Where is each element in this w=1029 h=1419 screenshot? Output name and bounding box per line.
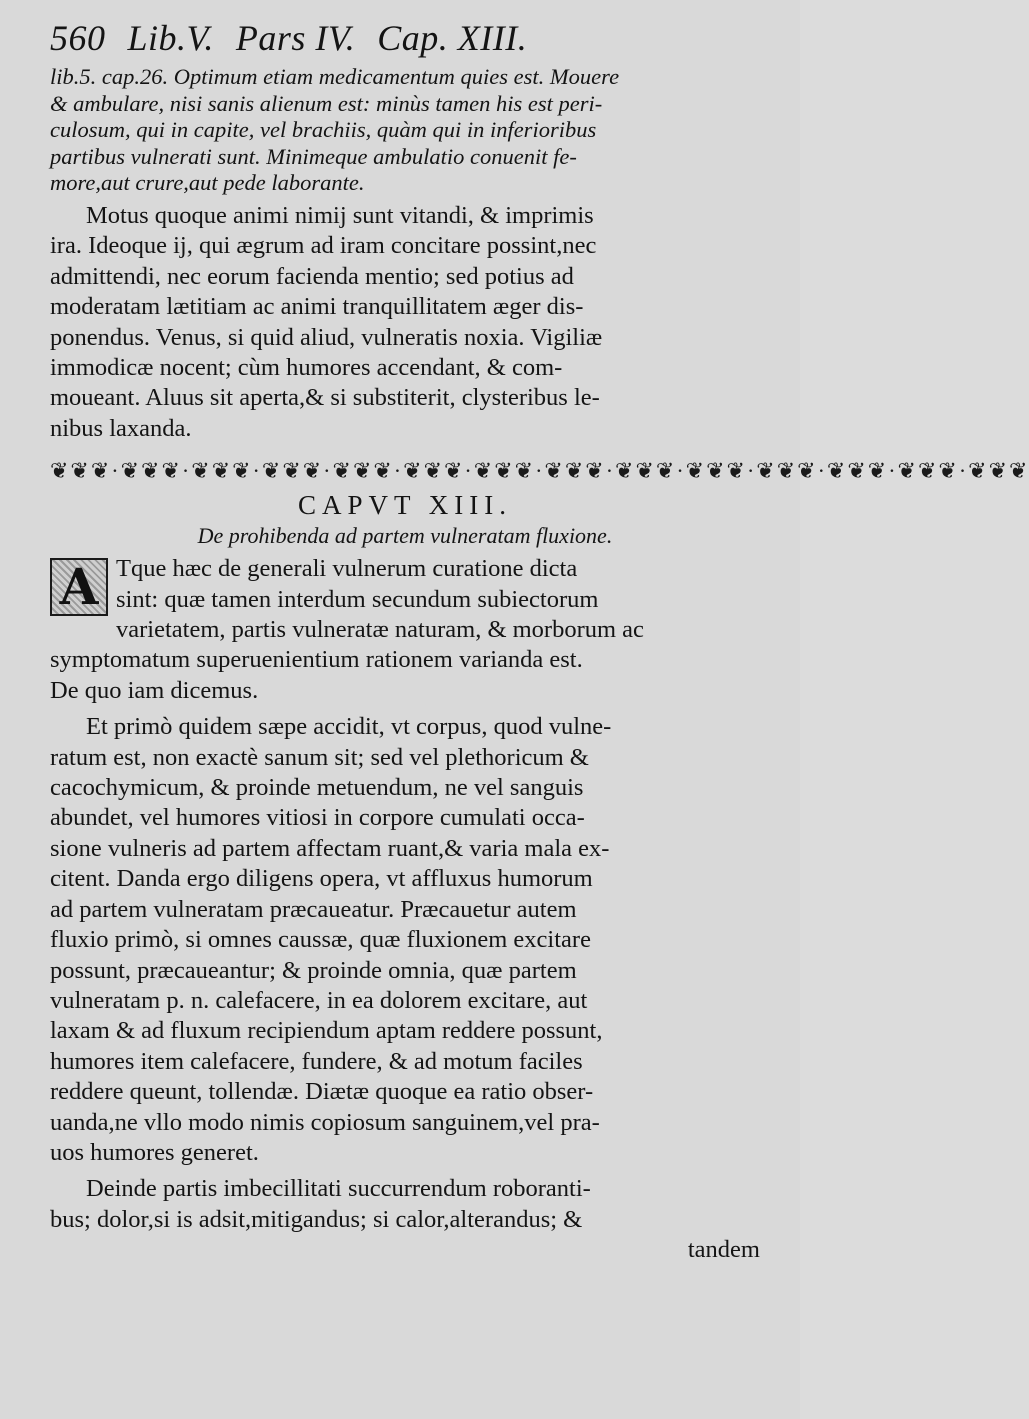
text-line: nibus laxanda. bbox=[50, 414, 192, 442]
text-line: ratum est, non exactè sanum sit; sed vel plethoricum & bbox=[50, 743, 589, 771]
text-line: abundet, vel humores vitiosi in corpore cumulati occa- bbox=[50, 804, 585, 832]
chapter-label: Cap. XIII. bbox=[377, 18, 528, 58]
text-line: De quo iam dicemus. bbox=[50, 676, 259, 704]
text-line: humores item calefacere, fundere, & ad motum faciles bbox=[50, 1047, 583, 1075]
paragraph-et-primo bbox=[50, 712, 760, 1168]
catchword: tandem bbox=[687, 1236, 760, 1264]
paragraph-motus bbox=[50, 201, 760, 444]
text-line: uos humores generet. bbox=[50, 1138, 259, 1166]
text-line: symptomatum superuenientium rationem varianda est. bbox=[50, 646, 583, 674]
paragraph-atque bbox=[50, 554, 760, 706]
text-line: Tque hæc de generali vulnerum curatione dicta bbox=[116, 555, 578, 583]
text-line: citent. Danda ergo diligens opera, vt affluxus humorum bbox=[50, 865, 593, 893]
text-line: fluxio primò, si omnes caussæ, quæ fluxionem excitare bbox=[50, 926, 591, 954]
text-line: uanda,ne vllo modo nimis copiosum sanguinem,vel pra- bbox=[50, 1108, 600, 1136]
text-line: moueant. Aluus sit aperta,& si substiterit, clysteribus le- bbox=[50, 384, 600, 412]
chapter-title: CAPVT XIII. bbox=[298, 490, 512, 521]
text-line: cacochymicum, & proinde metuendum, ne vel sanguis bbox=[50, 774, 584, 802]
text-line: partibus vulnerati sunt. Minimeque ambulatio conuenit fe- bbox=[50, 143, 577, 169]
text-line: lib.5. cap.26. Optimum etiam medicamentum quies est. Mouere bbox=[50, 64, 620, 89]
text-line: possunt, præcaueantur; & proinde omnia, quæ partem bbox=[50, 956, 577, 984]
text-line: more,aut crure,aut pede laborante. bbox=[50, 170, 365, 196]
paragraph-deinde bbox=[50, 1174, 760, 1265]
text-line: Et primò quidem sæpe accidit, vt corpus, quod vulne- bbox=[86, 713, 612, 741]
ornament-band: ❦❦❦·❦❦❦·❦❦❦·❦❦❦·❦❦❦·❦❦❦·❦❦❦·❦❦❦·❦❦❦·❦❦❦·❦❦❦·❦❦❦·❦❦❦·❦❦❦ bbox=[50, 458, 1029, 484]
drop-cap: A bbox=[50, 558, 108, 616]
text-line: reddere queunt, tollendæ. Diætæ quoque ea ratio obser- bbox=[50, 1078, 594, 1106]
text-line: culosum, qui in capite, vel brachiis, quàm qui in inferioribus bbox=[50, 117, 597, 143]
text-line: laxam & ad fluxum recipiendum aptam reddere possunt, bbox=[50, 1017, 603, 1045]
text-line: & ambulare, nisi sanis alienum est: minùs tamen his est peri- bbox=[50, 90, 603, 116]
text-line: ad partem vulneratam præcaueatur. Præcauetur autem bbox=[50, 895, 577, 923]
text-line: sione vulneris ad partem affectam ruant,& varia mala ex- bbox=[50, 834, 610, 862]
text-line: ponendus. Venus, si quid aliud, vulneratis noxia. Vigiliæ bbox=[50, 323, 603, 351]
text-line: sint: quæ tamen interdum secundum subiectorum bbox=[116, 585, 599, 613]
page-number: 560 bbox=[50, 18, 106, 58]
italic-passage bbox=[50, 64, 760, 197]
text-line: moderatam lætitiam ac animi tranquillitatem æger dis- bbox=[50, 293, 584, 321]
book-label: Lib.V. bbox=[127, 18, 214, 58]
running-head bbox=[50, 18, 760, 58]
text-line: varietatem, partis vulneratæ naturam, & morborum ac bbox=[116, 616, 644, 644]
part-label: Pars IV. bbox=[235, 18, 356, 58]
text-line: Motus quoque animi nimij sunt vitandi, & imprimis bbox=[86, 201, 594, 229]
text-line: Deinde partis imbecillitati succurrendum roboranti- bbox=[86, 1175, 591, 1203]
chapter-subtitle: De prohibenda ad partem vulneratam fluxione. bbox=[197, 523, 613, 549]
text-line: admittendi, nec eorum facienda mentio; sed potius ad bbox=[50, 262, 574, 290]
text-line: bus; dolor,si is adsit,mitigandus; si calor,alterandus; & bbox=[50, 1205, 583, 1233]
text-line: vulneratam p. n. calefacere, in ea dolorem excitare, aut bbox=[50, 986, 588, 1014]
text-line: immodicæ nocent; cùm humores accendant, & com- bbox=[50, 354, 563, 381]
text-line: ira. Ideoque ij, qui ægrum ad iram concitare possint,nec bbox=[50, 232, 597, 260]
